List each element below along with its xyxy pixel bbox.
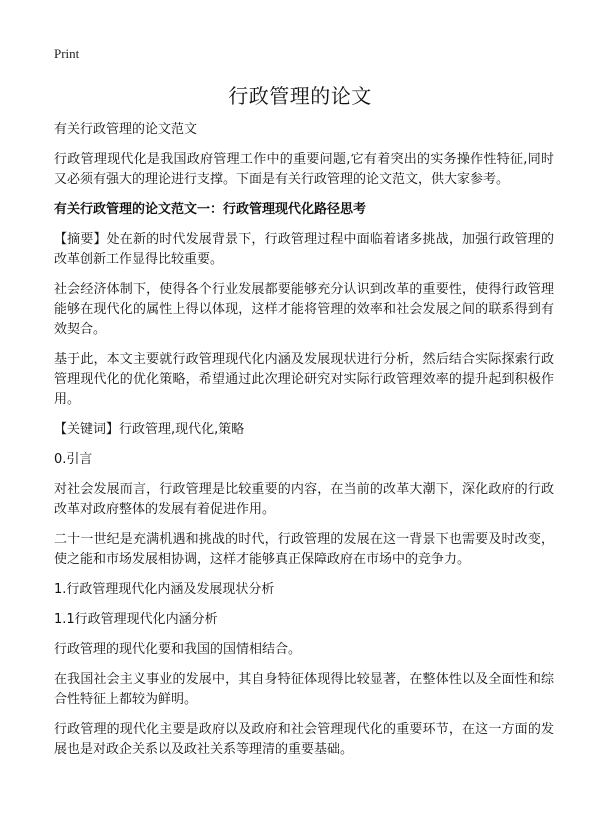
- intro-heading: 有关行政管理的论文范文: [54, 122, 198, 137]
- print-link[interactable]: Print: [54, 46, 80, 61]
- body-paragraph: 行政管理的现代化主要是政府以及政府和社会管理现代化的重要环节，在这一方面的发展也是对政企关系以及政社关系等理清的重要基础。: [54, 722, 554, 757]
- keywords-line: 【关键词】行政管理,现代化,策略: [54, 422, 245, 437]
- page-title: 行政管理的论文: [228, 84, 372, 108]
- subheading-introduction: 0.引言: [54, 452, 93, 467]
- subheading-section-1-1: 1.1行政管理现代化内涵分析: [54, 612, 218, 627]
- article-body: [54, 120, 554, 770]
- body-paragraph: 基于此，本文主要就行政管理现代化内涵及发展现状进行分析，然后结合实际探索行政管理现代化的优化策略，希望通过此次理论研究对实际行政管理效率的提升起到积极作用。: [54, 352, 554, 407]
- intro-paragraph: 行政管理现代化是我国政府管理工作中的重要问题,它有着突出的实务操作性特征,同时又必须有强大的理论进行支撑。下面是有关行政管理的论文范文，供大家参考。: [54, 152, 554, 187]
- body-paragraph: 在我国社会主义事业的发展中，其自身特征体现得比较显著，在整体性以及全面性和综合性特征上都较为鲜明。: [54, 672, 554, 707]
- abstract-paragraph: 【摘要】处在新的时代发展背景下，行政管理过程中面临着诸多挑战，加强行政管理的改革创新工作显得比较重要。: [54, 232, 554, 267]
- body-paragraph: 行政管理的现代化要和我国的国情相结合。: [54, 642, 302, 657]
- section-heading: 有关行政管理的论文范文一：行政管理现代化路径思考: [54, 202, 367, 217]
- subheading-section-1: 1.行政管理现代化内涵及发展现状分析: [54, 582, 275, 597]
- body-paragraph: 二十一世纪是充满机遇和挑战的时代，行政管理的发展在这一背景下也需要及时改变，使之能和市场发展相协调，这样才能够真正保障政府在市场中的竞争力。: [54, 532, 554, 567]
- body-paragraph: 社会经济体制下，使得各个行业发展都要能够充分认识到改革的重要性，使得行政管理能够在现代化的属性上得以体现，这样才能将管理的效率和社会发展之间的联系得到有效契合。: [54, 282, 554, 337]
- body-paragraph: 对社会发展而言，行政管理是比较重要的内容，在当前的改革大潮下，深化政府的行政改革对政府整体的发展有着促进作用。: [54, 482, 554, 517]
